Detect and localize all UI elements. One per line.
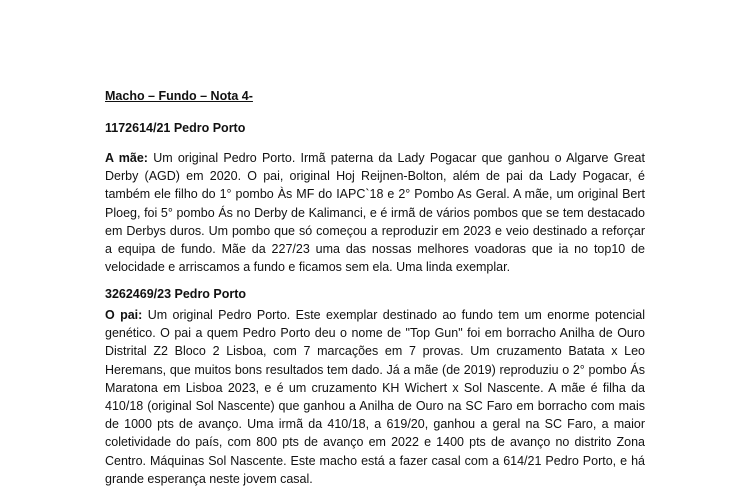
paragraph-body: Um original Pedro Porto. Este exemplar destinado ao fundo tem um enorme potencial genético. O pai a quem Pedro Porto deu o nome de "Top Gun" foi em borracho Anilha de Ouro Distrital Z2 Bloco 2 Lisboa, com 7 marcações em 7 provas. Um cruzamento Batata x Leo Heremans, que muitos bons resultados tem dado. Já a mãe (de 2019) reproduziu o 2° pombo Ás Maratona em Lisboa 2023, e é um cruzamento KH Wichert x Sol Nascente. A mãe é filha da 410/18 (original Sol Nascente) que ganhou a Anilha de Ouro na SC Faro em borracho com mais de 1000 pts de avanço. Uma irmã da 410/18, a 619/20, ganhou a geral na SC Faro, a maior coletividade do país, com 800 pts de avanço em 2022 e 1400 pts de avanço no distrito Zona Centro. Máquinas Sol Nascente. Este macho está a fazer casal com a 614/21 Pedro Porto, e há grande esperança neste jovem casal. — [105, 308, 645, 486]
paragraph-body: Um original Pedro Porto. Irmã paterna da Lady Pogacar que ganhou o Algarve Great Derby (AGD) em 2020. O pai, original Hoj Reijnen-Bolton, além de pai da Lady Pogacar, é também ele filho do 1° pombo Às MF do IAPC`18 e 2° Pombo As Geral. A mãe, um original Bert Ploeg, foi 5° pombo Ás no Derby de Kalimanci, e é irmã de vários pombos que se tem destacado em Derbys duros. Um pombo que só começou a reproduzir em 2023 e veio destinado a reforçar a equipa de fundo. Mãe da 227/23 uma das nossas melhores voadoras que ia no top10 de velocidade e arriscamos a fundo e ficamos sem ela. Uma linda exemplar. — [105, 151, 645, 275]
entry-paragraph — [105, 149, 645, 276]
entry-paragraph — [105, 306, 645, 488]
paragraph-lead: O pai: — [105, 308, 143, 322]
entry-id-line: 3262469/23 Pedro Porto — [105, 287, 247, 301]
entry-id-line: 1172614/21 Pedro Porto — [105, 121, 246, 135]
document-heading: Macho – Fundo – Nota 4- — [105, 89, 253, 103]
paragraph-lead: A mãe: — [105, 151, 148, 165]
